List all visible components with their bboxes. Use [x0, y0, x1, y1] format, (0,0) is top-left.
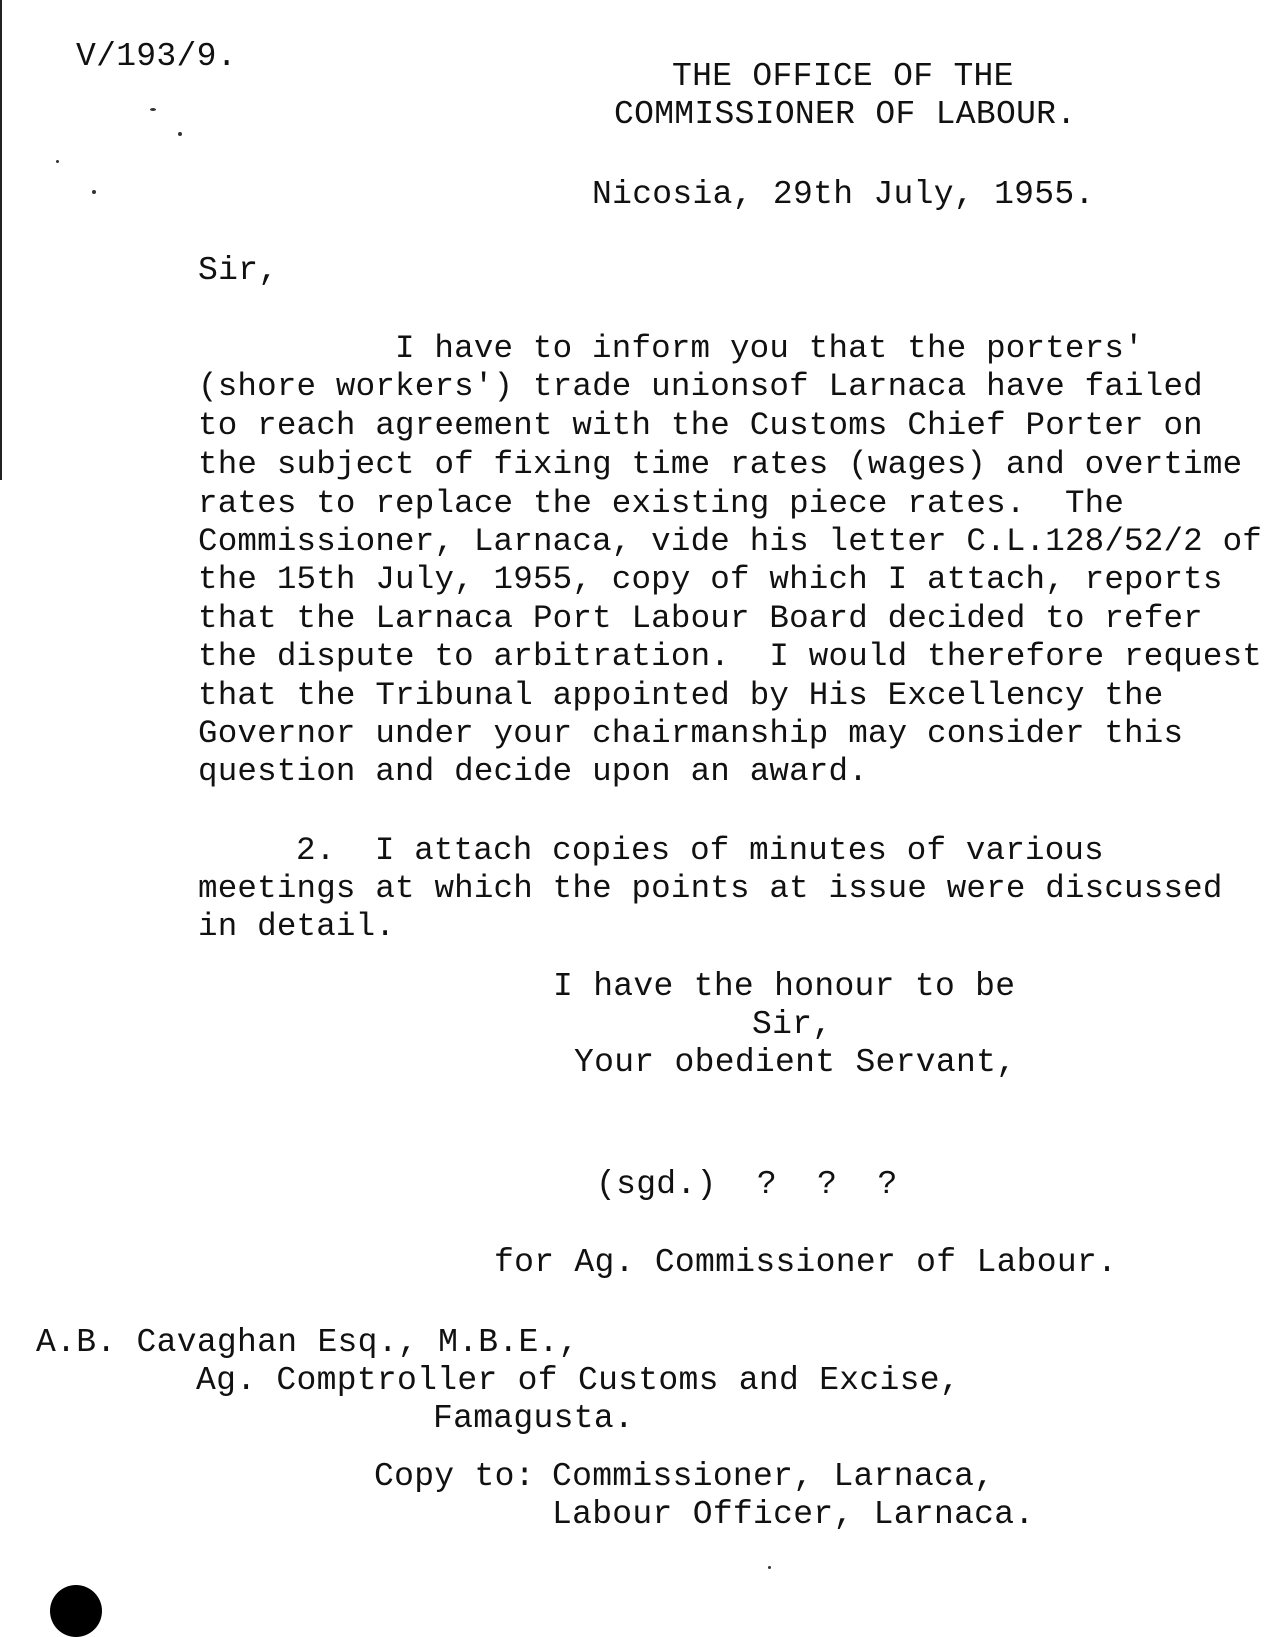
letterhead-line-1: THE OFFICE OF THE: [672, 58, 1014, 95]
letterhead-line-2: COMMISSIONER OF LABOUR.: [614, 96, 1077, 133]
paragraph-1-line: the subject of fixing time rates (wages) and overtime: [198, 446, 1243, 483]
scan-speck: [768, 1566, 771, 1569]
addressee-name: A.B. Cavaghan Esq., M.B.E.,: [36, 1324, 579, 1361]
closing-line-3: Your obedient Servant,: [574, 1044, 1017, 1081]
closing-line-1: I have the honour to be: [553, 968, 1016, 1005]
signatory-line: for Ag. Commissioner of Labour.: [494, 1244, 1118, 1281]
copy-to-line-1: Commissioner, Larnaca,: [552, 1458, 995, 1495]
paragraph-1-line: Commissioner, Larnaca, vide his letter C.L.128/52/2 of: [198, 523, 1262, 560]
paragraph-2-line: in detail.: [198, 908, 396, 945]
paragraph-1-line: the dispute to arbitration. I would therefore request: [198, 638, 1262, 675]
copy-to-label: Copy to:: [374, 1458, 535, 1495]
paragraph-1-line: question and decide upon an award.: [198, 753, 868, 790]
reference-number: V/193/9.: [76, 38, 237, 75]
paragraph-1-line: I have to inform you that the porters': [395, 330, 1144, 367]
addressee-title: Ag. Comptroller of Customs and Excise,: [196, 1362, 960, 1399]
paragraph-1-line: that the Tribunal appointed by His Excellency the: [198, 677, 1164, 714]
scan-speck: [178, 132, 182, 136]
scan-speck: [56, 160, 59, 163]
paragraph-2-line: 2. I attach copies of minutes of various: [296, 832, 1104, 869]
paragraph-1-line: that the Larnaca Port Labour Board decided to refer: [198, 600, 1203, 637]
paragraph-1-line: (shore workers') trade unionsof Larnaca have failed: [198, 368, 1203, 405]
paragraph-1-line: to reach agreement with the Customs Chief Porter on: [198, 407, 1203, 444]
paragraph-1-line: rates to replace the existing piece rates. The: [198, 485, 1125, 522]
paragraph-1-line: the 15th July, 1955, copy of which I attach, reports: [198, 561, 1223, 598]
scan-speck: [150, 108, 156, 111]
closing-line-2: Sir,: [752, 1006, 833, 1043]
signature: (sgd.) ? ? ?: [596, 1166, 898, 1203]
addressee-place: Famagusta.: [433, 1400, 635, 1437]
paragraph-2-line: meetings at which the points at issue were discussed: [198, 870, 1223, 907]
page-edge-line: [0, 0, 2, 480]
salutation: Sir,: [198, 252, 279, 289]
scan-speck: [92, 190, 96, 194]
date-line: Nicosia, 29th July, 1955.: [592, 176, 1095, 213]
punch-hole: [50, 1585, 102, 1637]
copy-to-line-2: Labour Officer, Larnaca.: [552, 1496, 1035, 1533]
paragraph-1-line: Governor under your chairmanship may consider this: [198, 715, 1184, 752]
